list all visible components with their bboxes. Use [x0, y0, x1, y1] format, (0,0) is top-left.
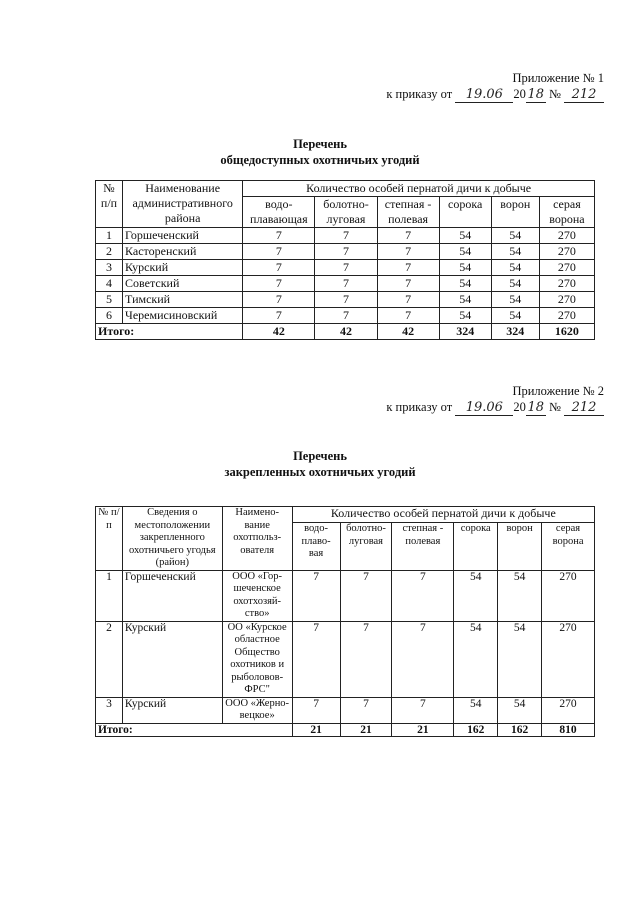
- header-group: Количество особей пернатой дичи к добыче: [292, 507, 594, 523]
- total-value: 42: [243, 324, 315, 340]
- cell-value: 7: [392, 621, 454, 697]
- cell-value: 54: [491, 260, 539, 276]
- order-prefix: к приказу от: [386, 87, 453, 101]
- cell-value: 54: [491, 308, 539, 324]
- total-label: Итого:: [96, 324, 243, 340]
- cell-value: 270: [542, 621, 595, 697]
- year-signature: 18: [527, 400, 545, 415]
- row-num: 3: [96, 697, 123, 723]
- row-num: 2: [96, 621, 123, 697]
- assigned-hunting-grounds-table: [95, 506, 595, 737]
- number-prefix: №: [548, 400, 561, 414]
- header-col: водо-плавающая: [243, 197, 315, 228]
- total-value: 21: [340, 723, 392, 737]
- total-value: 810: [542, 723, 595, 737]
- table-row: [96, 244, 595, 260]
- year-prefix: 20: [513, 87, 526, 101]
- cell-value: 7: [315, 260, 377, 276]
- cell-value: 270: [539, 308, 594, 324]
- row-location: Горшеченский: [122, 570, 222, 621]
- cell-value: 54: [498, 621, 542, 697]
- cell-value: 54: [454, 621, 498, 697]
- table-row: [96, 697, 595, 723]
- header-col: ворон: [491, 197, 539, 228]
- row-location: Курский: [122, 697, 222, 723]
- number-signature: 212: [564, 402, 604, 416]
- cell-value: 54: [439, 228, 491, 244]
- cell-value: 54: [498, 570, 542, 621]
- total-value: 42: [315, 324, 377, 340]
- total-value: 1620: [539, 324, 594, 340]
- table-row: [96, 570, 595, 621]
- total-row: [96, 723, 595, 737]
- list-2-heading: [0, 448, 640, 480]
- row-num: 3: [96, 260, 123, 276]
- cell-value: 7: [243, 308, 315, 324]
- cell-value: 270: [539, 276, 594, 292]
- row-user: ООО «Жерно-вецкое»: [222, 697, 292, 723]
- date-signature: 19.06: [455, 402, 513, 416]
- cell-value: 54: [498, 697, 542, 723]
- row-num: 2: [96, 244, 123, 260]
- cell-value: 7: [377, 292, 439, 308]
- cell-value: 7: [243, 260, 315, 276]
- cell-value: 270: [539, 292, 594, 308]
- row-name: Горшеченский: [123, 228, 243, 244]
- cell-value: 7: [340, 621, 392, 697]
- cell-value: 54: [491, 228, 539, 244]
- table-row: [96, 276, 595, 292]
- row-name: Советский: [123, 276, 243, 292]
- total-value: 21: [292, 723, 340, 737]
- row-num: 1: [96, 570, 123, 621]
- number-prefix: №: [548, 87, 561, 101]
- cell-value: 7: [292, 621, 340, 697]
- cell-value: 7: [292, 570, 340, 621]
- row-name: Тимский: [123, 292, 243, 308]
- cell-value: 54: [491, 292, 539, 308]
- cell-value: 7: [243, 292, 315, 308]
- cell-value: 7: [315, 292, 377, 308]
- list-2-title: Перечень: [293, 449, 347, 463]
- cell-value: 54: [439, 276, 491, 292]
- header-col: водо-плаво-вая: [292, 523, 340, 570]
- cell-value: 54: [454, 697, 498, 723]
- cell-value: 54: [439, 292, 491, 308]
- public-hunting-grounds-table: [95, 180, 595, 340]
- total-label: Итого:: [96, 723, 293, 737]
- table-row: [96, 260, 595, 276]
- cell-value: 7: [243, 276, 315, 292]
- appendix-1-order-line: [386, 86, 604, 103]
- list-1-subtitle: общедоступных охотничьих угодий: [220, 153, 420, 167]
- total-row: [96, 324, 595, 340]
- header-num: № п/п: [96, 181, 123, 228]
- table-row: [96, 308, 595, 324]
- cell-value: 7: [315, 228, 377, 244]
- row-name: Касторенский: [123, 244, 243, 260]
- row-user: ОО «Курское областное Общество охотников и рыболовов-ФРС": [222, 621, 292, 697]
- header-user: Наимено-вание охотпольз-ователя: [222, 507, 292, 571]
- row-user: ООО «Гор-шеченское охотхозяй-ство»: [222, 570, 292, 621]
- header-col: степная - полевая: [392, 523, 454, 570]
- header-col: сорока: [439, 197, 491, 228]
- table-row: [96, 228, 595, 244]
- appendix-1-title: Приложение № 1: [512, 71, 604, 85]
- cell-value: 270: [539, 260, 594, 276]
- list-2-subtitle: закрепленных охотничьих угодий: [224, 465, 416, 479]
- total-value: 324: [491, 324, 539, 340]
- table-row: [96, 292, 595, 308]
- table-row: [96, 621, 595, 697]
- cell-value: 270: [539, 228, 594, 244]
- header-col: серая ворона: [542, 523, 595, 570]
- cell-value: 7: [392, 570, 454, 621]
- year-signature: 18: [527, 87, 545, 102]
- date-signature: 19.06: [455, 89, 513, 103]
- cell-value: 7: [377, 276, 439, 292]
- cell-value: 54: [491, 276, 539, 292]
- row-num: 6: [96, 308, 123, 324]
- header-location: Сведения о местоположении закрепленного охотничьего угодья (район): [122, 507, 222, 571]
- number-signature: 212: [564, 89, 604, 103]
- cell-value: 7: [315, 308, 377, 324]
- row-name: Курский: [123, 260, 243, 276]
- cell-value: 7: [377, 308, 439, 324]
- total-value: 162: [454, 723, 498, 737]
- cell-value: 7: [315, 276, 377, 292]
- cell-value: 270: [542, 697, 595, 723]
- header-col: ворон: [498, 523, 542, 570]
- row-num: 5: [96, 292, 123, 308]
- cell-value: 7: [377, 244, 439, 260]
- appendix-2-order-line: [386, 399, 604, 416]
- year-prefix: 20: [513, 400, 526, 414]
- order-prefix: к приказу от: [386, 400, 453, 414]
- cell-value: 7: [377, 228, 439, 244]
- cell-value: 270: [539, 244, 594, 260]
- cell-value: 54: [439, 260, 491, 276]
- header-col: болотно-луговая: [340, 523, 392, 570]
- row-location: Курский: [122, 621, 222, 697]
- row-num: 1: [96, 228, 123, 244]
- cell-value: 54: [439, 244, 491, 260]
- cell-value: 54: [454, 570, 498, 621]
- appendix-2-header: [386, 383, 604, 416]
- total-value: 324: [439, 324, 491, 340]
- total-value: 21: [392, 723, 454, 737]
- cell-value: 54: [439, 308, 491, 324]
- cell-value: 7: [392, 697, 454, 723]
- total-value: 42: [377, 324, 439, 340]
- cell-value: 7: [340, 697, 392, 723]
- appendix-1-header: [386, 70, 604, 103]
- header-col: сорока: [454, 523, 498, 570]
- header-name: Наименование административного района: [123, 181, 243, 228]
- list-1-heading: [0, 136, 640, 168]
- total-value: 162: [498, 723, 542, 737]
- list-1-title: Перечень: [293, 137, 347, 151]
- row-name: Черемисиновский: [123, 308, 243, 324]
- cell-value: 270: [542, 570, 595, 621]
- row-num: 4: [96, 276, 123, 292]
- header-col: серая ворона: [539, 197, 594, 228]
- cell-value: 7: [377, 260, 439, 276]
- cell-value: 7: [243, 244, 315, 260]
- cell-value: 7: [340, 570, 392, 621]
- cell-value: 54: [491, 244, 539, 260]
- cell-value: 7: [292, 697, 340, 723]
- header-group: Количество особей пернатой дичи к добыче: [243, 181, 595, 197]
- header-num: № п/п: [96, 507, 123, 571]
- cell-value: 7: [243, 228, 315, 244]
- appendix-2-title: Приложение № 2: [512, 384, 604, 398]
- cell-value: 7: [315, 244, 377, 260]
- header-col: степная - полевая: [377, 197, 439, 228]
- header-col: болотно-луговая: [315, 197, 377, 228]
